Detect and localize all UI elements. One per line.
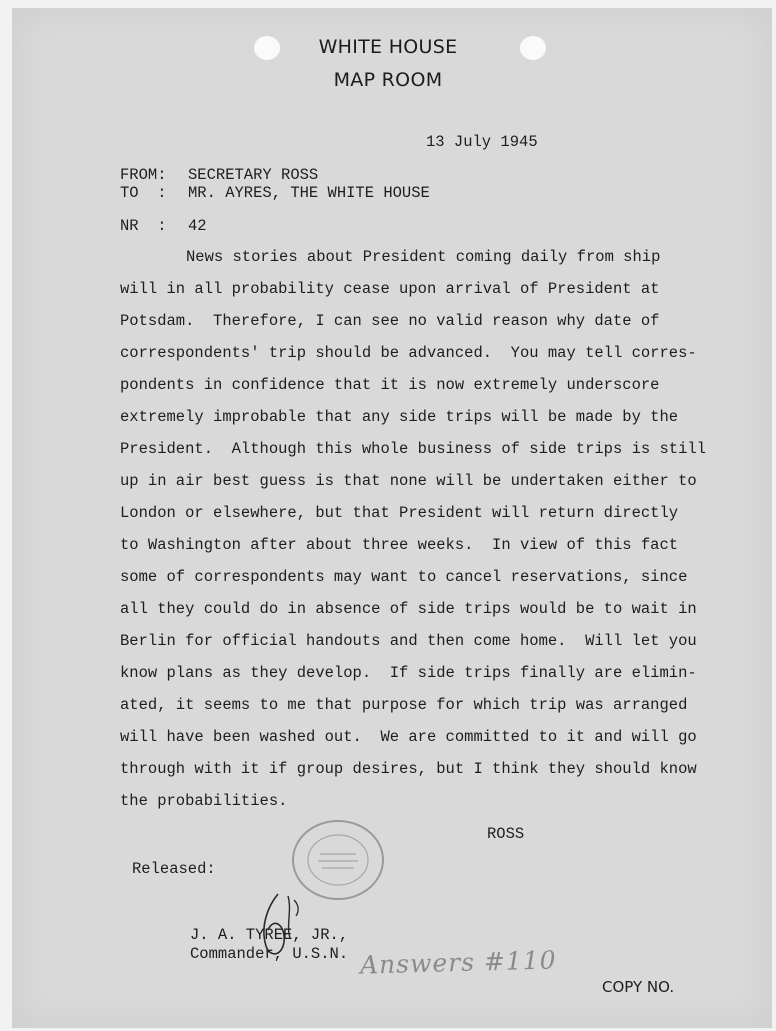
body-line: News stories about President coming daily from ship [186, 248, 661, 266]
body-line: President. Although this whole business of side trips is still [120, 440, 706, 458]
body-line: up in air best guess is that none will be undertaken either to [120, 472, 697, 490]
body-line: correspondents' trip should be advanced. You may tell corres- [120, 344, 697, 362]
body-line: all they could do in absence of side trips would be to wait in [120, 600, 697, 618]
released-by-title: Commander, U.S.N. [190, 945, 349, 963]
to-value: MR. AYRES, THE WHITE HOUSE [188, 184, 430, 202]
to-label: TO : [120, 184, 167, 202]
body-line: pondents in confidence that it is now extremely underscore [120, 376, 660, 394]
body-line: to Washington after about three weeks. In view of this fact [120, 536, 679, 554]
released-label: Released: [132, 860, 216, 878]
body-line: will have been washed out. We are committed to it and will go [120, 728, 697, 746]
body-line: ated, it seems to me that purpose for which trip was arranged [120, 696, 688, 714]
body-line: Berlin for official handouts and then come home. Will let you [120, 632, 697, 650]
copy-number-label: COPY NO. [602, 978, 675, 996]
body-line: Potsdam. Therefore, I can see no valid reason why date of [120, 312, 660, 330]
body-line: some of correspondents may want to cancel reservations, since [120, 568, 688, 586]
released-by-name: J. A. TYREE, JR., [190, 926, 349, 944]
body-line: will in all probability cease upon arrival of President at [120, 280, 660, 298]
body-line: the probabilities. [120, 792, 288, 810]
header-line-2: MAP ROOM [333, 69, 443, 91]
header-line-1: WHITE HOUSE [318, 36, 458, 58]
from-value: SECRETARY ROSS [188, 166, 319, 184]
handwritten-note: Answers #110 [359, 945, 557, 980]
nr-label: NR : [120, 217, 167, 235]
body-line: through with it if group desires, but I think they should know [120, 760, 697, 778]
nr-value: 42 [188, 217, 207, 235]
body-line: London or elsewhere, but that President will return directly [120, 504, 679, 522]
message-body [120, 245, 730, 821]
body-line: extremely improbable that any side trips will be made by the [120, 408, 679, 426]
from-label: FROM: [120, 166, 167, 184]
body-line: know plans as they develop. If side trips finally are elimin- [120, 664, 697, 682]
signature: ROSS [487, 825, 525, 843]
document-date: 13 July 1945 [426, 133, 538, 151]
